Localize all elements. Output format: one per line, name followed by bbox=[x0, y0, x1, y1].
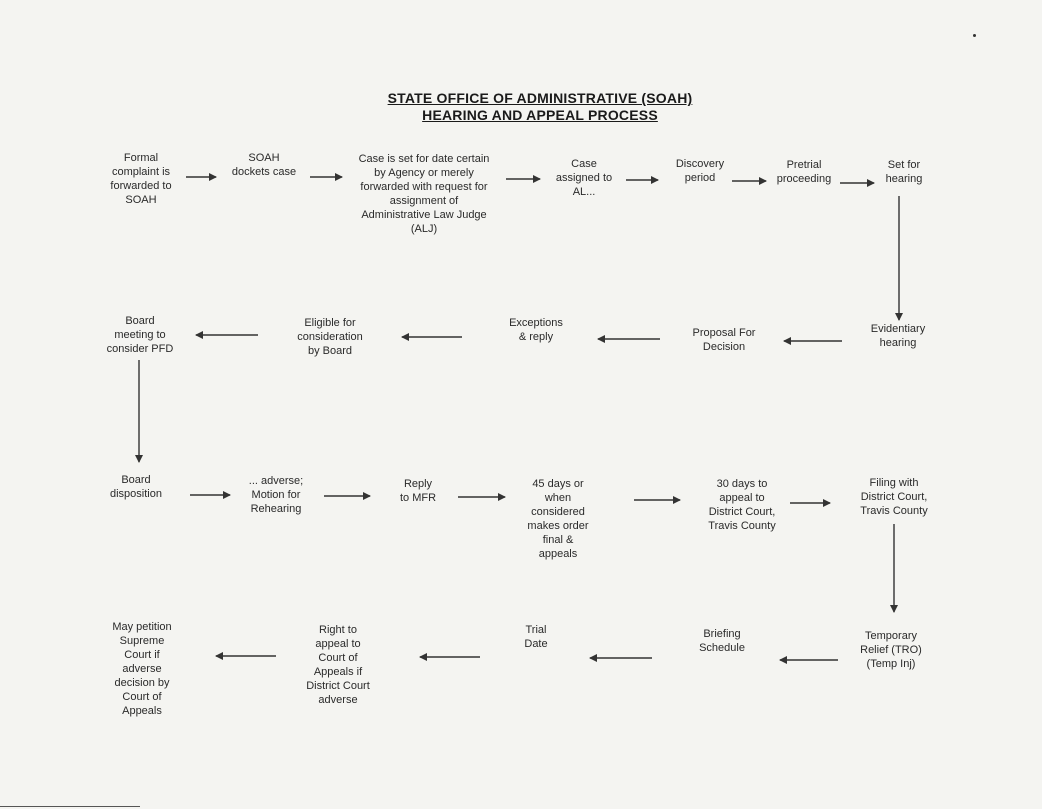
node-evidentiary: Evidentiary hearing bbox=[870, 323, 926, 349]
node-adverse-motion: ... adverse; Motion for Rehearing bbox=[248, 475, 304, 515]
node-soah-dockets: SOAH dockets case bbox=[231, 152, 297, 178]
node-45-days: 45 days or when considered makes order final & appeals bbox=[527, 478, 589, 560]
node-exceptions: Exceptions & reply bbox=[509, 317, 563, 343]
node-trial-date: Trial Date bbox=[524, 624, 548, 650]
node-board-disposition: Board disposition bbox=[110, 474, 162, 500]
node-formal-complaint: Formal complaint is forwarded to SOAH bbox=[110, 152, 172, 206]
node-pretrial: Pretrial proceeding bbox=[776, 159, 832, 185]
node-set-hearing: Set for hearing bbox=[885, 159, 923, 185]
scan-edge-line bbox=[0, 806, 140, 807]
node-temp-relief: Temporary Relief (TRO) (Temp Inj) bbox=[860, 630, 922, 670]
node-proposal: Proposal For Decision bbox=[692, 327, 756, 353]
node-right-appeal: Right to appeal to Court of Appeals if District Court adverse bbox=[306, 624, 370, 706]
node-case-assigned: Case assigned to AL... bbox=[555, 158, 613, 198]
node-eligible: Eligible for consideration by Board bbox=[297, 317, 363, 357]
node-filing: Filing with District Court, Travis County bbox=[860, 477, 928, 517]
node-30-days: 30 days to appeal to District Court, Travis County bbox=[708, 478, 776, 532]
node-case-set: Case is set for date certain by Agency or merely forwarded with request for assignment of Administrative Law Judge (ALJ) bbox=[358, 153, 490, 235]
title-line-2: HEARING AND APPEAL PROCESS bbox=[422, 107, 658, 123]
node-supreme: May petition Supreme Court if adverse decision by Court of Appeals bbox=[112, 621, 172, 717]
title-line-1: STATE OFFICE OF ADMINISTRATIVE (SOAH) bbox=[387, 90, 693, 106]
node-board-meeting: Board meeting to consider PFD bbox=[106, 315, 174, 355]
scan-speck bbox=[973, 34, 976, 37]
node-discovery: Discovery period bbox=[675, 158, 725, 184]
node-briefing: Briefing Schedule bbox=[699, 628, 745, 654]
node-reply-mfr: Reply to MFR bbox=[399, 478, 437, 504]
